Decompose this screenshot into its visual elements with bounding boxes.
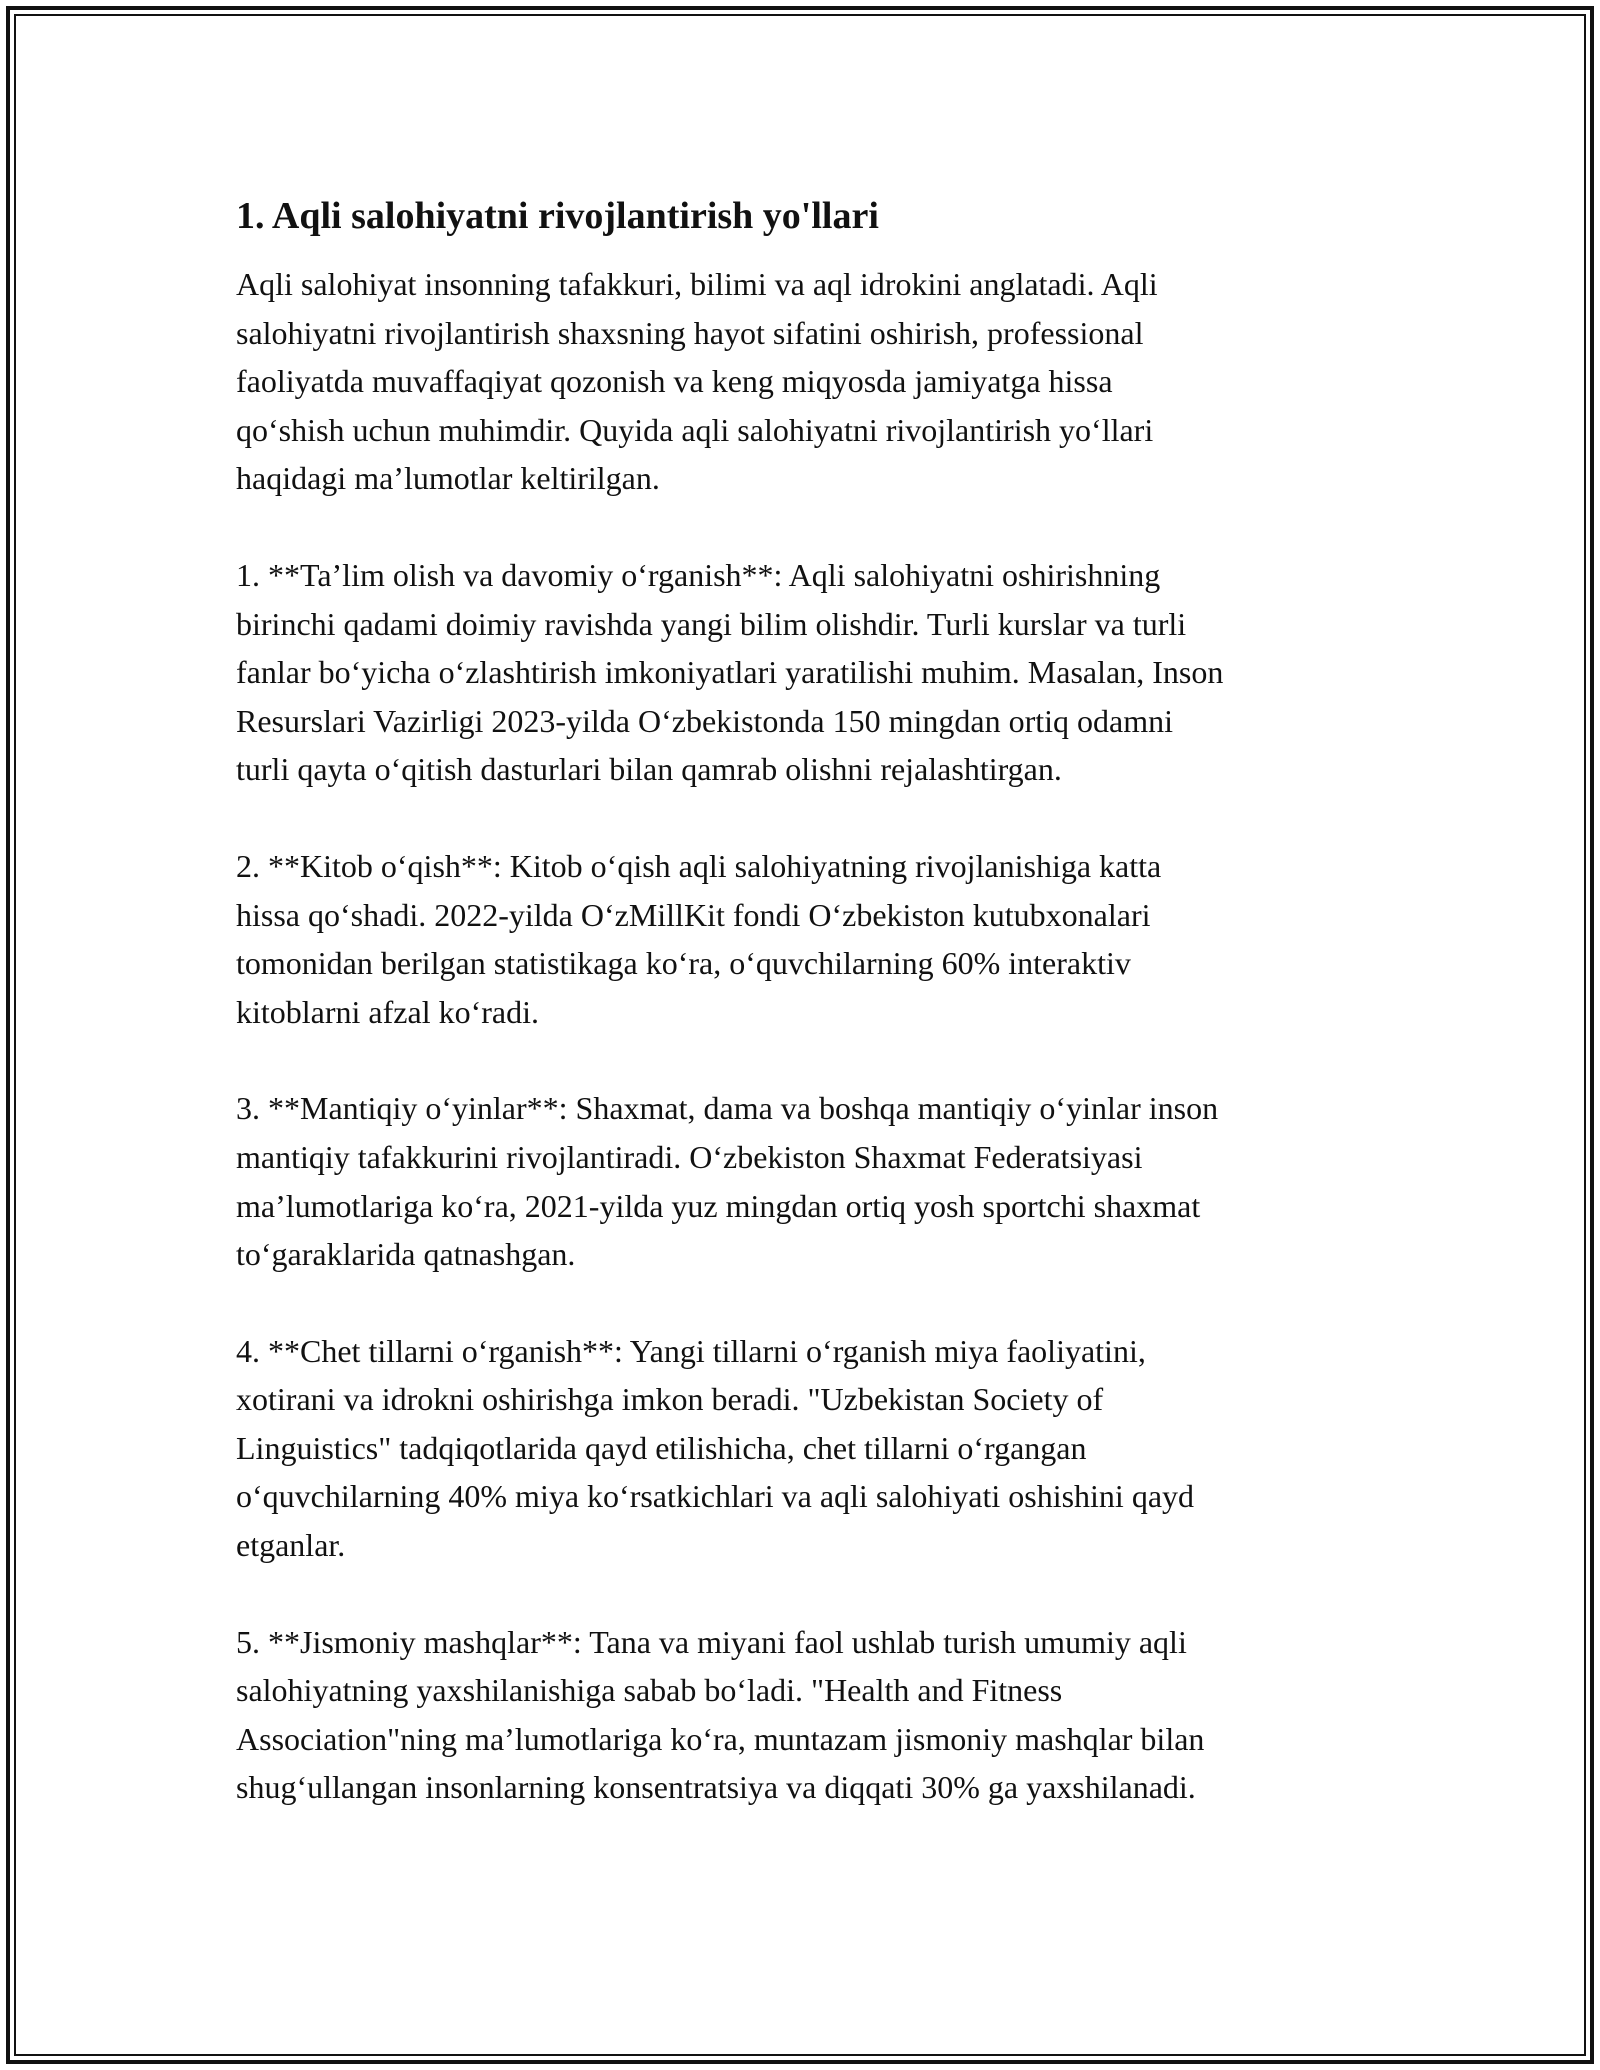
page-title: 1. Aqli salohiyatni rivojlantirish yo'llari: [236, 195, 879, 237]
list-item-logic-games: 3. **Mantiqiy o‘yinlar**: Shaxmat, dama va boshqa mantiqiy o‘yinlar inson mantiqiy tafakkurini rivojlantiradi. O‘zbekiston Shaxmat Federatsiyasi ma’lumotlariga ko‘ra, 2021-yilda yuz mingdan ortiq yosh sportchi shaxmat to‘garaklarida qatnashgan.: [236, 1090, 1219, 1273]
list-item-foreign-languages: 4. **Chet tillarni o‘rganish**: Yangi tillarni o‘rganish miya faoliyatini, xotirani va idrokni oshirishga imkon beradi. "Uzbekistan Society of Linguistics" tadqiqotlarida qayd etilishicha, chet tillarni o‘rgangan o‘quvchilarning 40% miya ko‘rsatkichlari va aqli salohiyati oshishini qayd etganlar.: [236, 1332, 1195, 1564]
list-item-physical-exercise: 5. **Jismoniy mashqlar**: Tana va miyani faol ushlab turish umumiy aqli salohiyatning yaxshilanishiga sabab bo‘ladi. "Health and Fitness Association"ning ma’lumotlariga ko‘ra, muntazam jismoniy mashqlar bilan shug‘ullangan insonlarning konsentratsiya va diqqati 30% ga yaxshilanadi.: [236, 1623, 1205, 1806]
list-item-reading: 2. **Kitob o‘qish**: Kitob o‘qish aqli salohiyatning rivojlanishiga katta hissa qo‘shadi. 2022-yilda O‘zMillKit fondi O‘zbekiston kutubxonalari tomonidan berilgan statistikaga ko‘ra, o‘quvchilarning 60% interaktiv kitoblarni afzal ko‘radi.: [236, 847, 1162, 1030]
list-item-education: 1. **Ta’lim olish va davomiy o‘rganish**: Aqli salohiyatni oshirishning birinchi qadami doimiy ravishda yangi bilim olishdir. Turli kurslar va turli fanlar bo‘yicha o‘zlashtirish imkoniyatlari yaratilishi muhim. Masalan, Inson Resurslari Vazirligi 2023-yilda O‘zbekistonda 150 mingdan ortiq odamni turli qayta o‘qitish dasturlari bilan qamrab olishni rejalashtirgan.: [236, 556, 1224, 788]
document-body: [236, 186, 1386, 1812]
intro-paragraph: Aqli salohiyat insonning tafakkuri, bilimi va aql idrokini anglatadi. Aqli salohiyatni rivojlantirish shaxsning hayot sifatini oshirish, professional faoliyatda muvaffaqiyat qozonish va keng miqyosda jamiyatga hissa qo‘shish uchun muhimdir. Quyida aqli salohiyatni rivojlantirish yo‘llari haqidagi ma’lumotlar keltirilgan.: [236, 266, 1158, 497]
